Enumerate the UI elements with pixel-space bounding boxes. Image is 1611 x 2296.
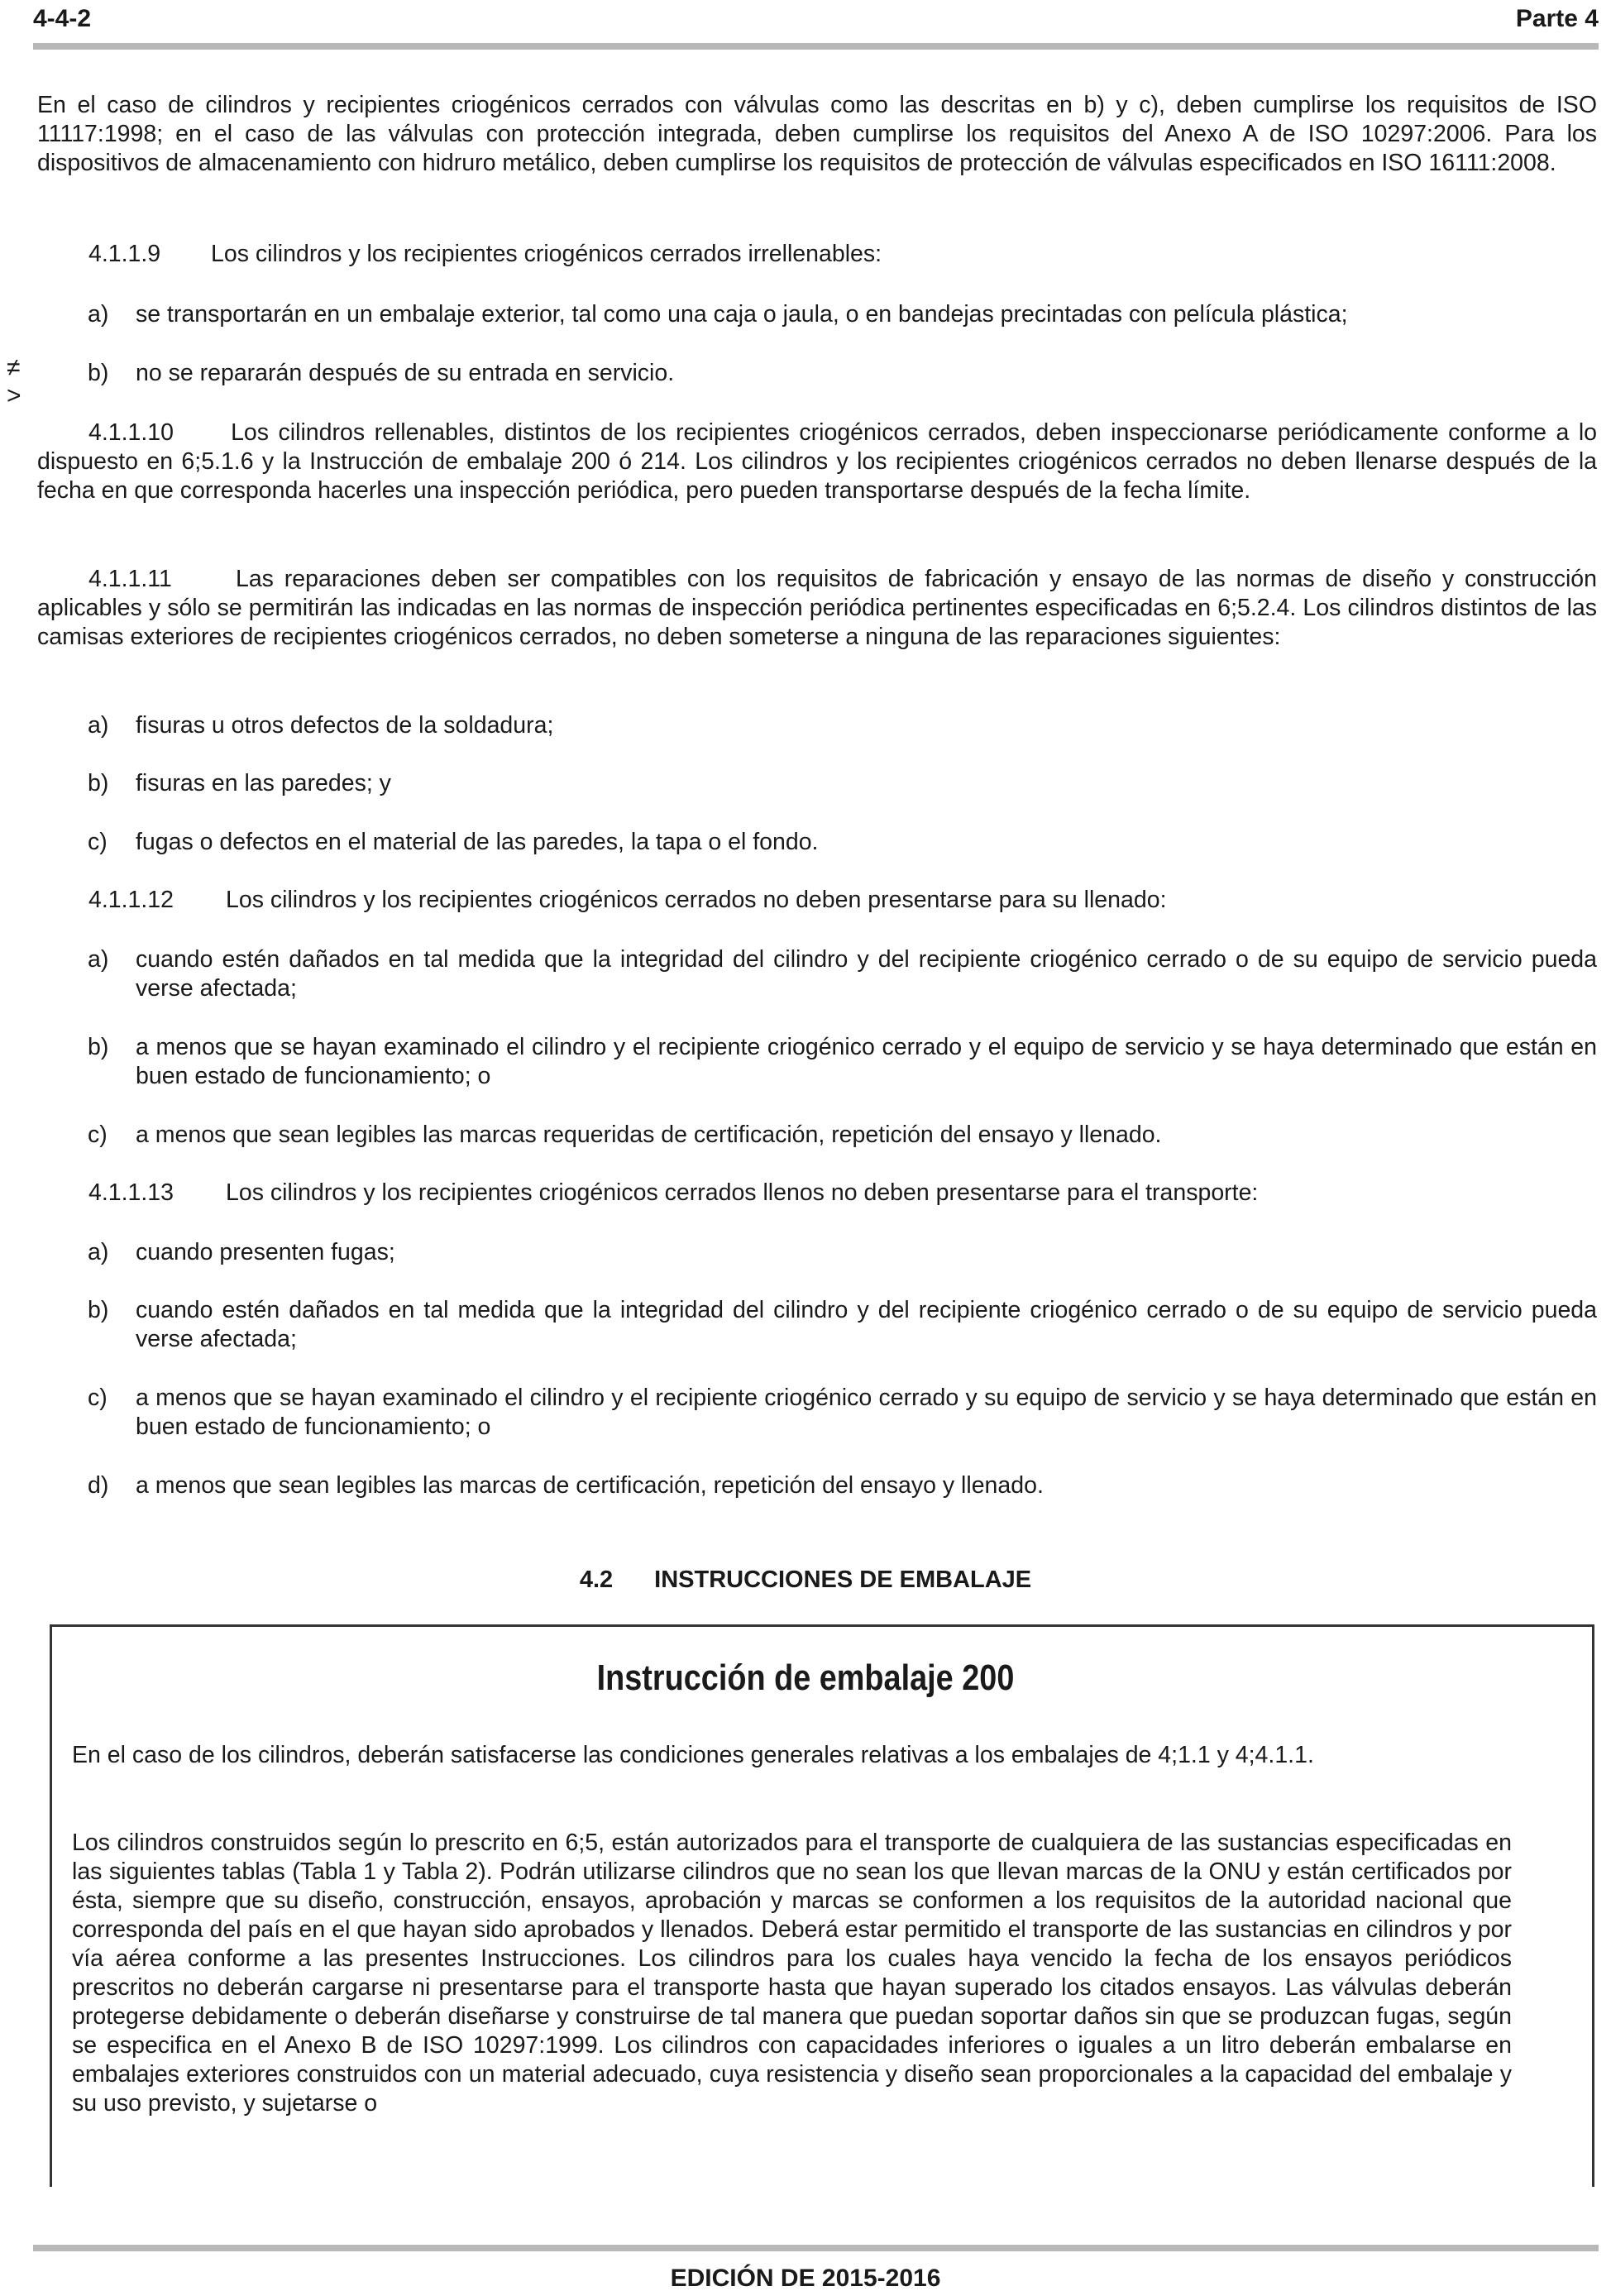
section-number: 4.1.1.13 [88, 1179, 174, 1206]
item-label: b) [88, 360, 109, 386]
section-title: Los cilindros y los recipientes criogénicos cerrados irrellenables: [211, 241, 882, 267]
box-paragraph-2: Los cilindros construidos según lo prescrito en 6;5, están autorizados para el transporte de cualquiera de las sustancias especificadas en las siguientes tablas (Tabla 1 y Tabla 2). Podrán utilizarse cilindros que no sean los que llevan marcas de la ONU y están certificados por ésta, siempre que su diseño, construcción, ensayos, aprobación y marcas se conformen a los requisitos de la autoridad nacional que corresponda del país en el que hayan sido aprobados y llenados. Deberá estar permitido el transporte de las sustancias en cilindros y por vía aérea conforme a las presentes Instrucciones. Los cilindros para los cuales haya vencido la fecha de los ensayos periódicos prescritos no deberán cargarse ni presentarse para el transporte hasta que hayan superado los citados ensayos. Las válvulas deberán protegerse debidamente o deberán diseñarse y construirse de tal manera que puedan soportar daños sin que se produzcan fugas, según se especifica en el Anexo B de ISO 10297:1999. Los cilindros con capacidades inferiores o iguales a un litro deberán embalarse en embalajes exteriores construidos con un material adecuado, cuya resistencia y diseño sean proporcionales a la capacidad del embalaje y su uso previsto, y sujetarse o [72, 1830, 1512, 2117]
item-text: se transportarán en un embalaje exterior, tal como una caja o jaula, o en bandejas precintadas con película plástica; [136, 301, 1348, 328]
page-number: 4-4-2 [33, 5, 92, 32]
item-label: a) [88, 946, 109, 973]
item-text: no se repararán después de su entrada en servicio. [136, 360, 675, 386]
item-label: a) [88, 1239, 109, 1265]
item-label: c) [88, 1385, 108, 1411]
item-text: a menos que se hayan examinado el cilindro y el recipiente criogénico cerrado y el equipo de servicio y se haya determinado que están en buen estado de funcionamiento; o [136, 1034, 1597, 1089]
section-number: 4.2 [579, 1567, 614, 1593]
margin-gt-mark: > [7, 382, 22, 409]
section-number: 4.1.1.9 [88, 241, 161, 267]
item-label: c) [88, 829, 108, 855]
item-text: a menos que se hayan examinado el cilindro y el recipiente criogénico cerrado y su equipo de servicio y se haya determinado que están en buen estado de funcionamiento; o [136, 1385, 1597, 1440]
item-text: fugas o defectos en el material de las paredes, la tapa o el fondo. [136, 829, 819, 855]
item-label: a) [88, 712, 109, 739]
item-text: a menos que sean legibles las marcas de certificación, repetición del ensayo y llenado. [136, 1472, 1044, 1499]
margin-neq-mark: ≠ [7, 354, 21, 381]
box-title: Instrucción de embalaje 200 [596, 1657, 1015, 1698]
section-number: 4.1.1.12 [88, 887, 174, 913]
item-label: c) [88, 1122, 108, 1148]
section-title: Los cilindros y los recipientes criogénicos cerrados no deben presentarse para su llenado: [226, 887, 1167, 913]
page-header [33, 5, 1599, 38]
section-heading-4-2 [0, 1567, 1611, 1594]
part-label: Parte 4 [1515, 5, 1599, 32]
section-title: Los cilindros y los recipientes criogénicos cerrados llenos no deben presentarse para el transporte: [226, 1179, 1259, 1206]
item-text: fisuras en las paredes; y [136, 770, 391, 796]
footer-rule [33, 2245, 1599, 2251]
header-rule [33, 43, 1599, 50]
item-label: a) [88, 301, 109, 328]
box-paragraph-1: En el caso de los cilindros, deberán satisfacerse las condiciones generales relativas a los embalajes de 4;1.1 y 4;4.1.1. [72, 1742, 1314, 1768]
item-label: b) [88, 1297, 109, 1323]
item-text: a menos que sean legibles las marcas requeridas de certificación, repetición del ensayo y llenado. [136, 1122, 1162, 1148]
item-label: b) [88, 770, 109, 796]
item-label: d) [88, 1472, 109, 1499]
item-text: cuando estén dañados en tal medida que la integridad del cilindro y del recipiente criogénico cerrado o de su equipo de servicio pueda verse afectada; [136, 946, 1597, 1002]
item-label: b) [88, 1034, 109, 1060]
item-text: fisuras u otros defectos de la soldadura; [136, 712, 554, 739]
paragraph-4-1-1-10: 4.1.1.10 Los cilindros rellenables, distintos de los recipientes criogénicos cerrados, deben inspeccionarse periódicamente conforme a lo dispuesto en 6;5.1.6 y la Instrucción de embalaje 200 ó 214. Los cilindros y los recipientes criogénicos cerrados no deben llenarse después de la fecha en que corresponda hacerles una inspección periódica, pero pueden transportarse después de la fecha límite. [37, 419, 1597, 504]
item-text: cuando presenten fugas; [136, 1239, 395, 1265]
edition-footer: EDICIÓN DE 2015-2016 [670, 2265, 941, 2292]
item-text: cuando estén dañados en tal medida que la integridad del cilindro y del recipiente criogénico cerrado o de su equipo de servicio pueda verse afectada; [136, 1297, 1597, 1352]
paragraph-4-1-1-11: 4.1.1.11 Las reparaciones deben ser compatibles con los requisitos de fabricación y ensayo de las normas de diseño y construcción aplicables y sólo se permitirán las indicadas en las normas de inspección periódica pertinentes especificadas en 6;5.2.4. Los cilindros distintos de las camisas exteriores de recipientes criogénicos cerrados, no deben someterse a ninguna de las reparaciones siguientes: [37, 566, 1597, 650]
intro-paragraph: En el caso de cilindros y recipientes criogénicos cerrados con válvulas como las descritas en b) y c), deben cumplirse los requisitos de ISO 11117:1998; en el caso de las válvulas con protección integrada, deben cumplirse los requisitos del Anexo A de ISO 10297:2006. Para los dispositivos de almacenamiento con hidruro metálico, deben cumplirse los requisitos de protección de válvulas especificados en ISO 16111:2008. [37, 92, 1597, 176]
section-title: INSTRUCCIONES DE EMBALAJE [654, 1567, 1032, 1593]
